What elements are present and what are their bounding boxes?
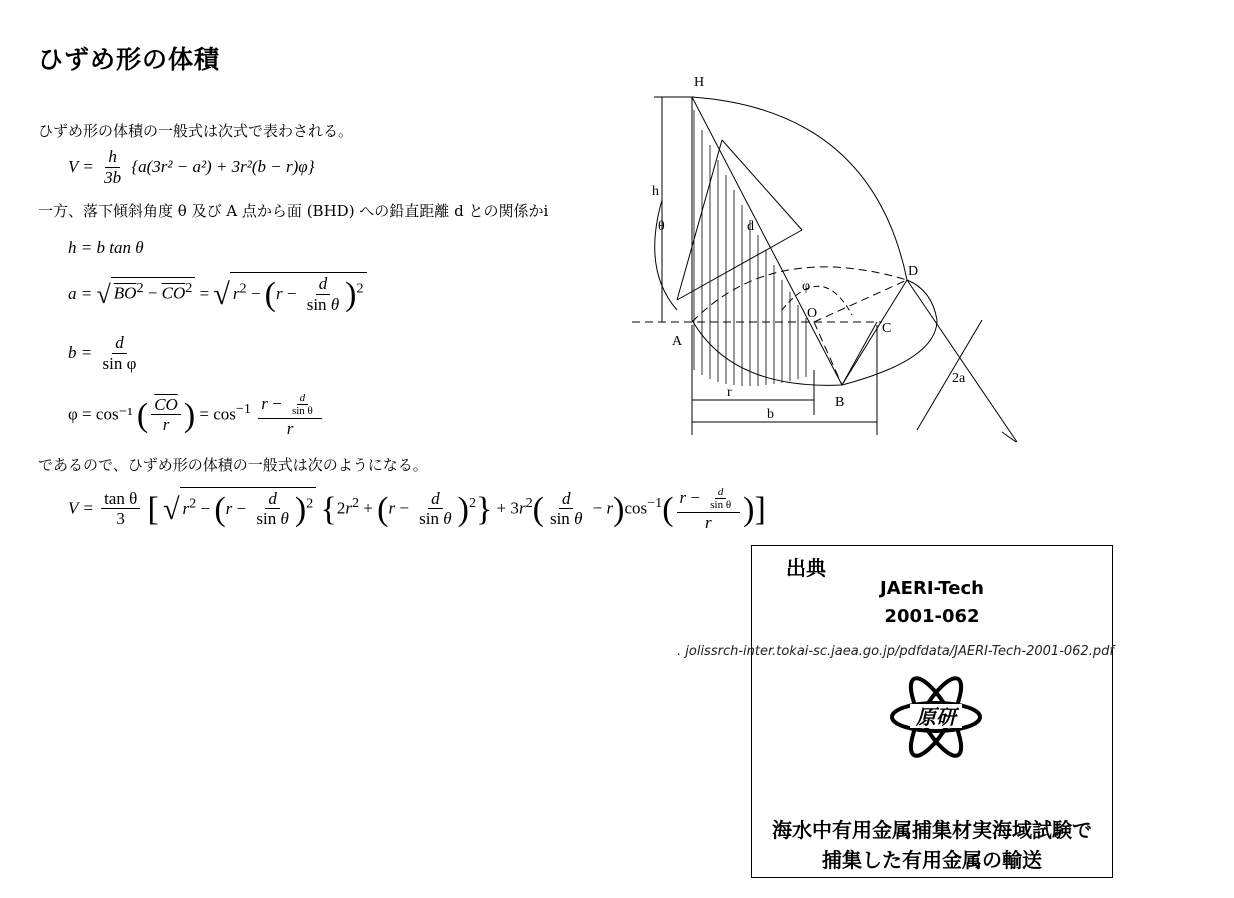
equation-v-final: V = $\frac{\text{tan θ}}{3}$ [ √ $r^2 - (r$ − $\frac{d}{\text{sin θ}}$ )$^2$ {$2r^2 + (r$ − $\frac{d}{\text{sin θ}}$ )$^2\} + 3r^2$( $\frac{d}{\text{sin θ}}$ − $r)\cos^{-1}$( r − $\frac{d}{\text{sin θ}}$ r )] [68,486,766,533]
eq-phi-lhs: φ = cos⁻¹ [68,404,133,424]
equation-h [68,238,144,258]
eq-v-num: h [105,148,120,168]
base-ellipse [692,97,937,385]
conclusion-text: であるので、ひずめ形の体積の一般式は次のようになる。 [38,456,428,474]
label-B: B [835,395,845,410]
eq-h-text: h = b tan θ [68,238,144,257]
reference-label: 出典 [786,556,826,580]
equation-phi: φ = cos⁻¹ ( $\frac{\overline{CO}}{r}$ ) = $\cos^{-1}$ r − $\frac{d}{\text{sin θ}}$ r [68,392,325,440]
reference-code-line2: 2001-062 [884,606,980,627]
d-dim [677,140,722,300]
label-C: C [882,321,892,336]
eq-b-den: sin φ [102,353,137,373]
eq-b-num: d [112,334,127,354]
label-b: b [767,407,774,422]
eq-v-lhs: V = [68,156,94,176]
label-O: O [807,306,818,321]
relation-text: 一方、落下傾斜角度 θ 及び A 点から面 (BHD) への鉛直距離 d との関係かi [38,202,549,220]
page-title: ひずめ形の体積 [38,45,221,74]
label-r: r [727,385,732,400]
eq-vf-den: 3 [116,509,125,529]
jaeri-logo-icon [888,674,984,760]
hoof-diagram [622,70,1032,450]
label-d: d [747,219,754,234]
reference-title-line2: 捕集した有用金属の輸送 [822,848,1042,872]
label-h-point: H [694,75,705,90]
eq-v-fraction [101,148,124,188]
curve-hd [692,97,907,280]
logo-text: 原研 [916,705,956,729]
reference-code-line1: JAERI-Tech [880,578,984,599]
reference-url[interactable]: . jolissrch-inter.tokai-sc.jaea.go.jp/pdfdata/JAERI-Tech-2001-062.pdf [677,644,1114,659]
reference-title-line1: 海水中有用金属捕集材実海域試験で [772,818,1092,842]
eq-a-lhs: a = [68,283,93,303]
eq-vf-fraction [101,490,140,530]
line-hb [692,97,842,385]
label-2a: 2a [952,371,966,386]
label-phi: φ [802,279,811,294]
line-ob [814,322,842,385]
label-h: h [652,184,659,199]
equation-b [68,334,142,374]
eq-b-lhs: b = [68,342,93,362]
d-perp2 [677,230,802,300]
eq-b-fraction [99,334,139,374]
line-od [814,280,907,322]
label-theta: θ [658,219,665,234]
equation-v-general [68,148,315,188]
2a-dim [917,320,982,430]
extension-line [907,280,1017,442]
intro-text: ひずめ形の体積の一般式は次式で表わされる。 [38,122,354,140]
theta-arc [655,200,677,310]
reference-box [751,545,1113,878]
eq-v-body: {a(3r² − a²) + 3r²(b − r)φ} [131,156,315,176]
label-D: D [908,264,919,279]
line-bd [842,280,907,385]
equation-a: a = √ $BO^2 - \overline{CO}^2$ = √ $r^2 - (r$ − $\frac{d}{\text{sin θ}}$ )$^2$ [68,272,367,315]
eq-v-den: 3b [104,167,122,187]
label-A: A [672,334,683,349]
eq-vf-lhs: V = [68,498,94,518]
eq-vf-num: tan θ [101,490,140,510]
